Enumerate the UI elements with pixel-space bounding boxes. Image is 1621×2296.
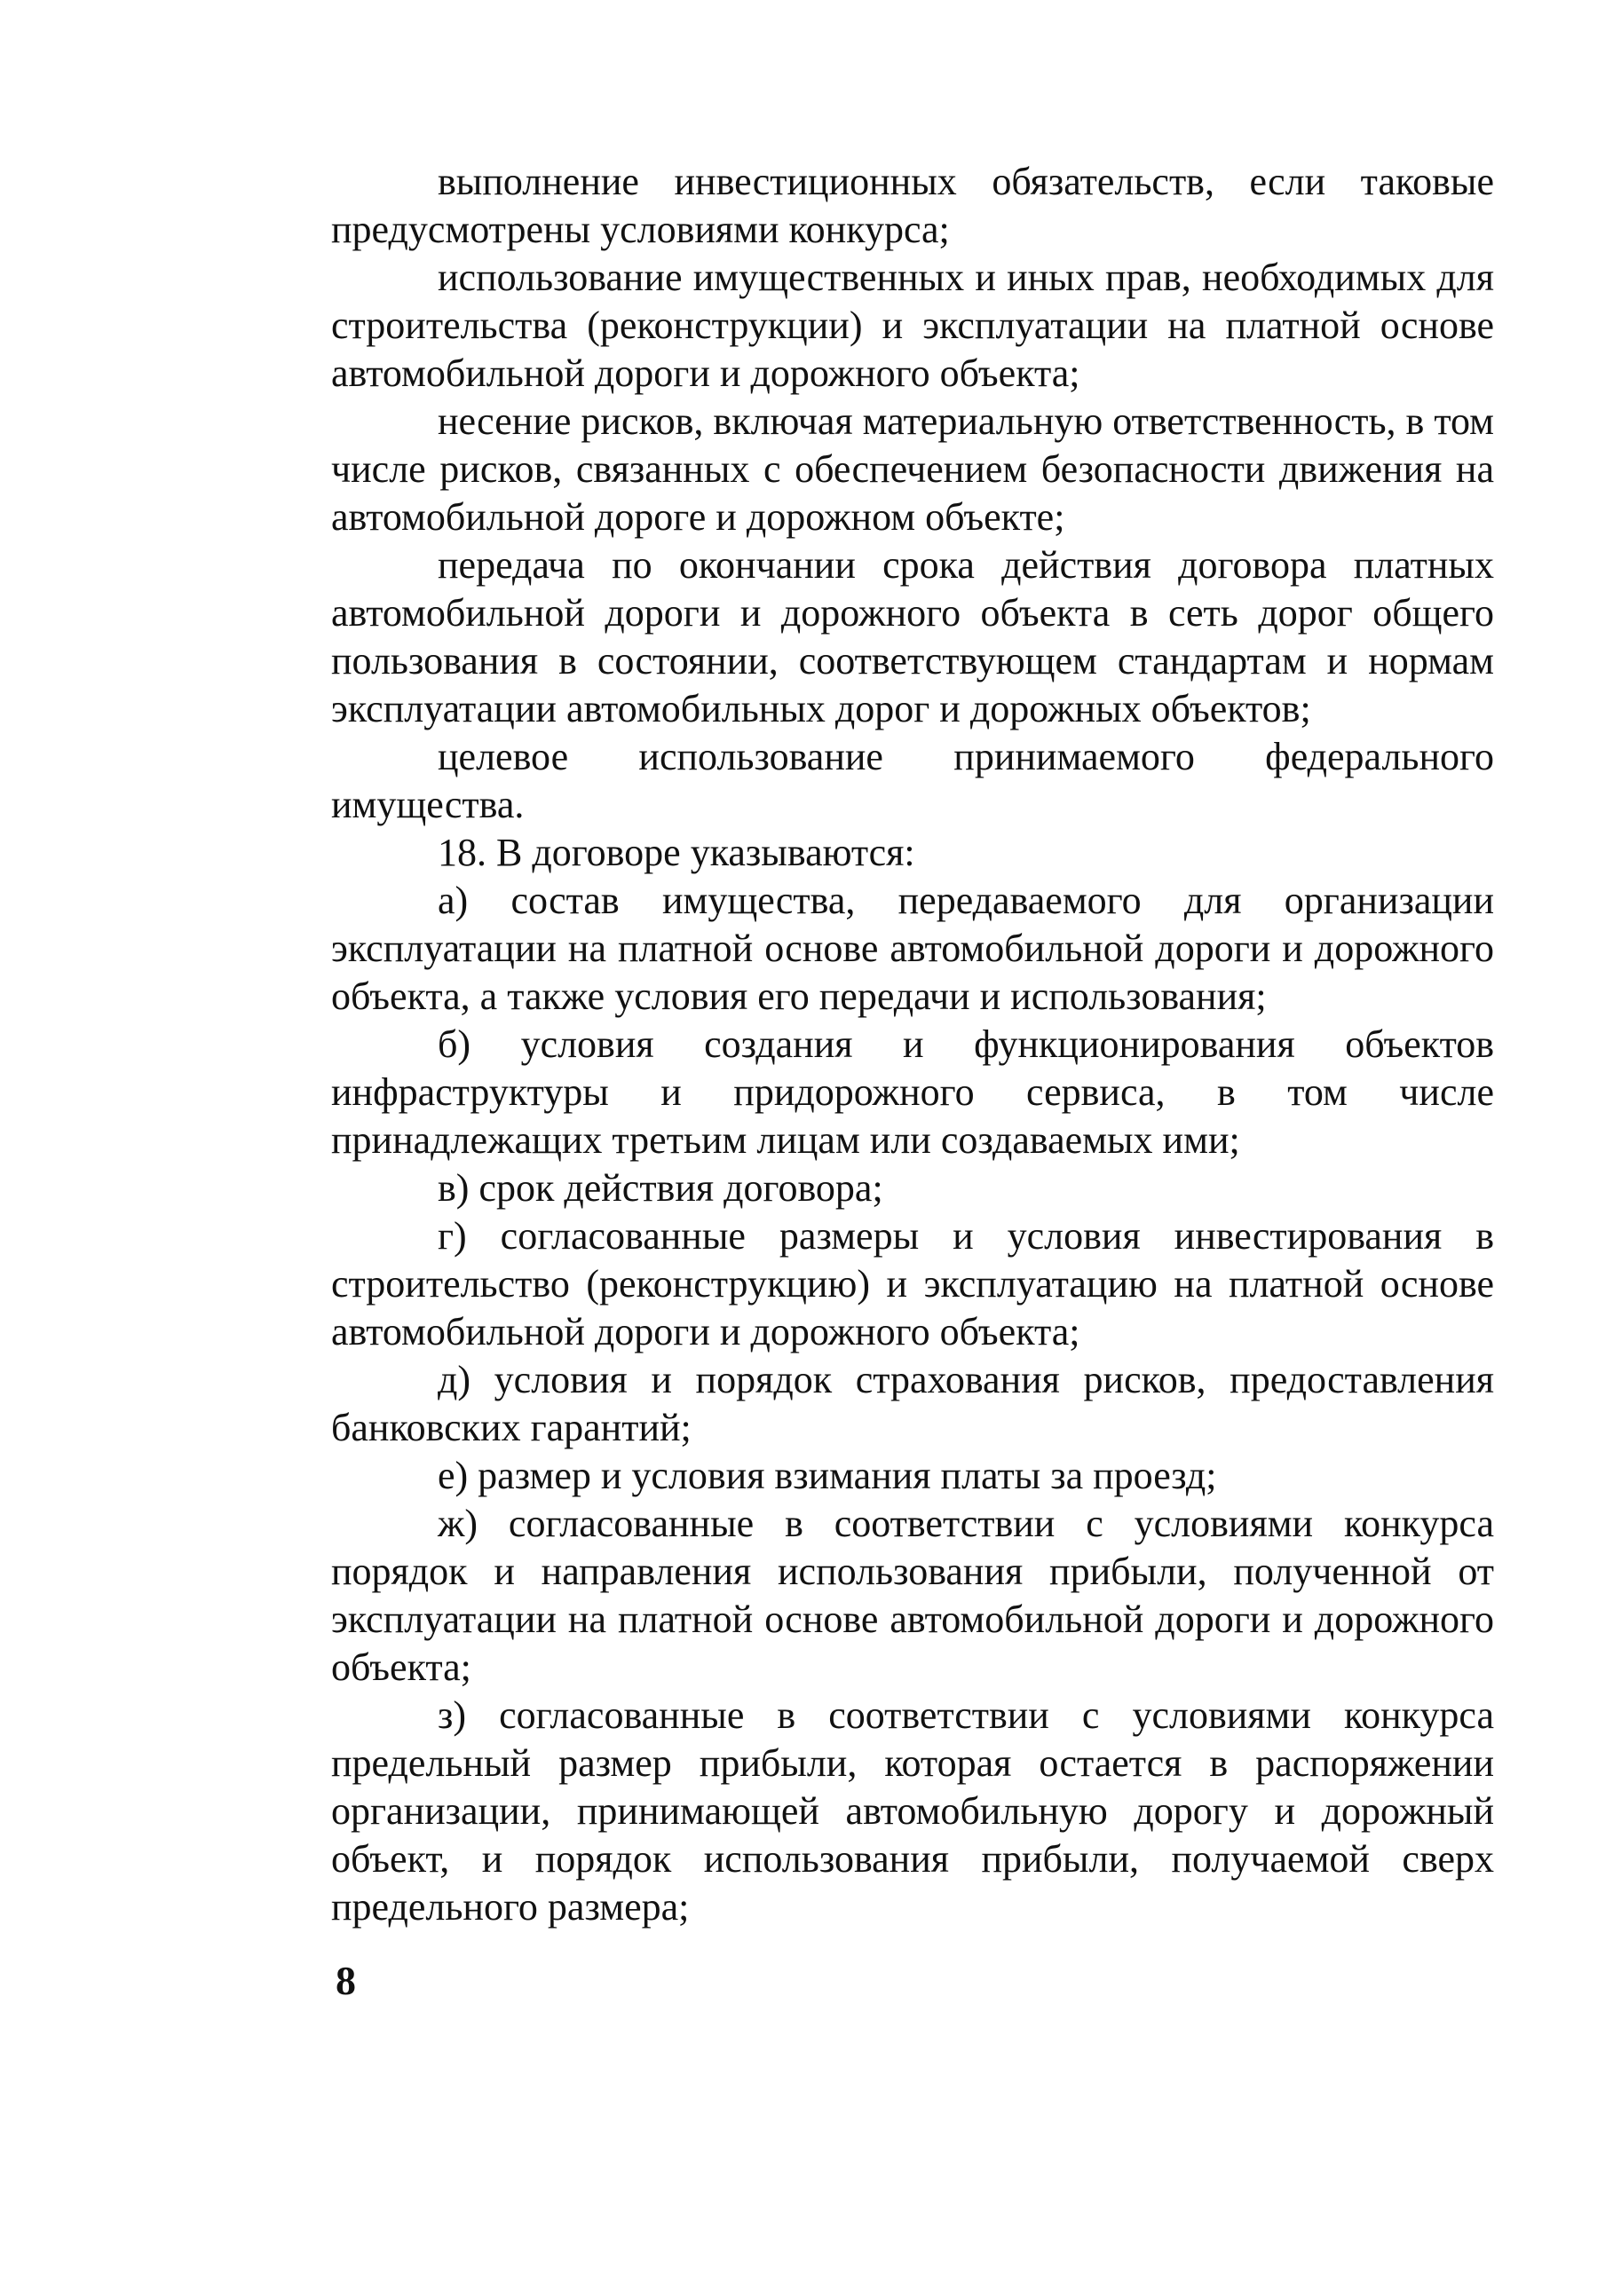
page-number: 8 [336,1958,356,2003]
paragraph-item-b: б) условия создания и функционирования объектов инфраструктуры и придорожного сервиса, в том числе принадлежащих третьим лицам или создаваемых ими; [331,1022,1494,1162]
paragraph-property-rights: использование имущественных и иных прав, необходимых для строительства (реконструкции) и эксплуатации на платной основе автомобильной дороги и дорожного объекта; [331,256,1494,395]
paragraph-item-v: в) срок действия договора; [438,1166,883,1210]
paragraph-transfer-after-term: передача по окончании срока действия договора платных автомобильной дороги и дорожного объекта в сеть дорог общего пользования в состоянии, соответствующем стандартам и нормам эксплуатации автомобильных дорог и дорожных объектов; [331,543,1494,730]
paragraph-item-18: 18. В договоре указываются: [438,831,915,874]
paragraph-item-zh: ж) согласованные в соответствии с условиями конкурса порядок и направления использования прибыли, полученной от эксплуатации на платной основе автомобильной дороги и дорожного объекта; [331,1502,1494,1689]
paragraph-risk-bearing: несение рисков, включая материальную ответственность, в том числе рисков, связанных с обеспечением безопасности движения на автомобильной дороге и дорожном объекте; [331,399,1494,539]
paragraph-targeted-use: целевое использование принимаемого федерального имущества. [331,735,1494,826]
paragraph-item-d: д) условия и порядок страхования рисков, предоставления банковских гарантий; [331,1358,1494,1449]
paragraph-item-g: г) согласованные размеры и условия инвестирования в строительство (реконструкцию) и эксплуатацию на платной основе автомобильной дороги и дорожного объекта; [331,1214,1494,1353]
paragraph-item-e: е) размер и условия взимания платы за проезд; [438,1454,1217,1497]
document-body [331,158,1494,1931]
paragraph-item-z: з) согласованные в соответствии с условиями конкурса предельный размер прибыли, которая остается в распоряжении организации, принимающей автомобильную дорогу и дорожный объект, и порядок использования прибыли, получаемой сверх предельного размера; [331,1693,1494,1929]
paragraph-item-a: а) состав имущества, передаваемого для организации эксплуатации на платной основе автомобильной дороги и дорожного объекта, а также условия его передачи и использования; [331,879,1494,1018]
paragraph-investment-obligations: выполнение инвестиционных обязательств, если таковые предусмотрены условиями конкурса; [331,160,1494,251]
